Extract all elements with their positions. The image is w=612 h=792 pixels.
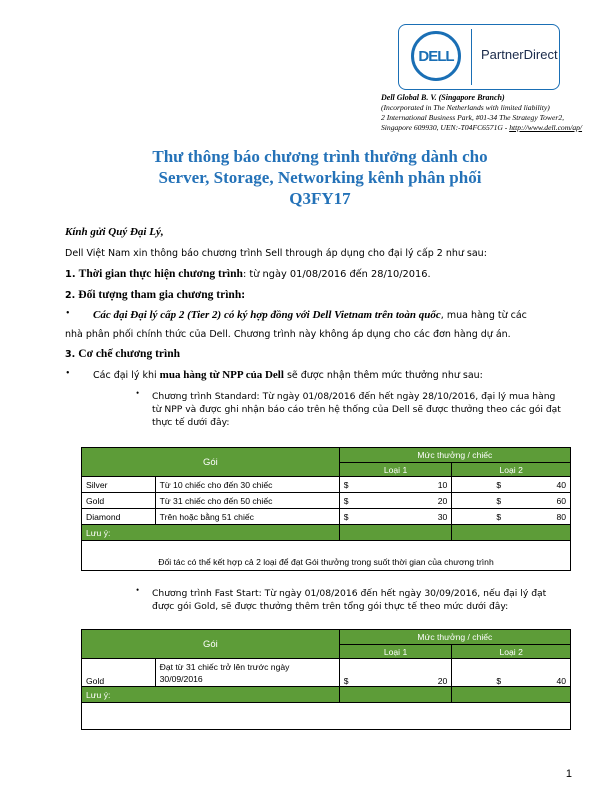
- header-loai-1: Loại 1: [339, 463, 452, 477]
- section-1-label: Thời gian thực hiện chương trình: [78, 268, 243, 280]
- currency: $: [452, 493, 511, 509]
- package-name: Silver: [82, 477, 156, 493]
- bullet-dot: •: [66, 368, 70, 379]
- company-url[interactable]: http://www.dell.com/ap/: [509, 123, 583, 132]
- section-3-num: 3.: [65, 349, 76, 360]
- currency: $: [339, 509, 398, 525]
- reward-value: 30: [399, 509, 452, 525]
- standard-line1: Chương trình Standard: Từ ngày 01/08/2016 đến hết ngày 28/10/2016, đại lý mua hàng: [152, 391, 556, 402]
- section-1-num: 1.: [65, 269, 76, 280]
- bullet-dot: •: [66, 308, 70, 319]
- section-2: [65, 289, 245, 301]
- package-desc: Trên hoặc bằng 51 chiếc: [155, 509, 339, 525]
- faststart-program-text: [152, 587, 546, 613]
- section-3-bullet-bold: mua hàng từ NPP của Dell: [159, 369, 284, 381]
- package-desc: Từ 10 chiếc cho đến 30 chiếc: [155, 477, 339, 493]
- faststart-line2: được gói Gold, sẽ được thưởng thêm trên tổng gói thực tế theo mức dưới đây:: [152, 601, 509, 612]
- currency: $: [339, 493, 398, 509]
- reward-value: 60: [511, 493, 570, 509]
- header-muc-thuong: Mức thưởng / chiếc: [339, 448, 570, 463]
- standard-line2: từ NPP và được ghi nhận báo cáo trên hệ thống của Dell sẽ được thưởng theo các gói đạt: [152, 404, 561, 415]
- package-name: Diamond: [82, 509, 156, 525]
- currency: $: [452, 509, 511, 525]
- table-note-empty: [82, 703, 571, 730]
- reward-value: 40: [511, 477, 570, 493]
- section-2-label: Đối tượng tham gia chương trình: [78, 289, 242, 301]
- table-row: [82, 477, 571, 493]
- company-address: [381, 93, 582, 133]
- company-address-line1: 2 International Business Park, #01-34 The Strategy Tower2,: [381, 113, 565, 122]
- currency: $: [339, 659, 398, 687]
- section-2-bullet-cont: nhà phân phối chính thức của Dell. Chương trình này không áp dụng cho các đơn hàng dự án.: [65, 329, 511, 340]
- section-2-colon: :: [241, 290, 246, 301]
- page-number: 1: [565, 768, 572, 780]
- header-goi: Gói: [82, 630, 340, 659]
- logo-divider: [471, 29, 472, 85]
- header-loai-2: Loại 2: [452, 463, 571, 477]
- sub-bullet-dot: •: [136, 585, 140, 595]
- note-label: Lưu ý:: [82, 525, 156, 541]
- intro-text: Dell Việt Nam xin thông báo chương trình Sell through áp dụng cho đại lý cấp 2 như sau:: [65, 248, 487, 259]
- section-3-label: Cơ chế chương trình: [78, 348, 181, 360]
- reward-value: 10: [399, 477, 452, 493]
- faststart-reward-table: [81, 629, 571, 730]
- section-3-bullet: [93, 369, 483, 381]
- company-incorporated: (Incorporated in The Netherlands with limited liability): [381, 103, 550, 112]
- section-2-bullet-rest: , mua hàng từ các: [440, 310, 527, 321]
- table-row: [82, 493, 571, 509]
- salutation: Kính gửi Quý Đại Lý,: [65, 226, 164, 238]
- partnerdirect-logo: [398, 24, 560, 90]
- currency: $: [452, 659, 511, 687]
- section-2-num: 2.: [65, 290, 76, 301]
- currency: $: [452, 477, 511, 493]
- sub-bullet-dot: •: [136, 388, 140, 398]
- reward-value: 20: [399, 659, 452, 687]
- package-desc-line2: 30/09/2016: [159, 673, 203, 684]
- table-note: Đối tác có thể kết hợp cả 2 loại để đạt Gói thưởng trong suốt thời gian của chương trình: [82, 541, 571, 571]
- section-2-bullet: [93, 309, 527, 321]
- section-3-bullet-pre: Các đại lý khi: [93, 370, 160, 381]
- package-desc-line1: Đạt từ 31 chiếc trở lên trước ngày: [159, 661, 290, 672]
- reward-value: 40: [511, 659, 570, 687]
- company-address-line2: Singapore 609930, UEN:-T04FC6571G -: [381, 123, 510, 132]
- title-line3: Q3FY17: [289, 189, 351, 208]
- header-muc-thuong: Mức thưởng / chiếc: [339, 630, 570, 645]
- table-row: [82, 659, 571, 687]
- company-name: Dell Global B. V. (Singapore Branch): [381, 93, 505, 102]
- partnerdirect-text: PartnerDirect: [481, 47, 558, 62]
- reward-value: 80: [511, 509, 570, 525]
- section-1: [65, 268, 431, 280]
- section-3-bullet-post: sẽ được nhận thêm mức thưởng như sau:: [283, 370, 483, 381]
- section-1-text: : từ ngày 01/08/2016 đến 28/10/2016.: [242, 269, 431, 280]
- table-row: [82, 509, 571, 525]
- dell-logo-icon: DELL: [411, 31, 461, 81]
- header-loai-2: Loại 2: [452, 645, 571, 659]
- standard-line3: thực tế dưới đây:: [152, 417, 230, 428]
- header-goi: Gói: [82, 448, 340, 477]
- document-title: [0, 146, 612, 209]
- faststart-line1: Chương trình Fast Start: Từ ngày 01/08/2016 đến hết ngày 30/09/2016, nếu đại lý đạt: [152, 588, 547, 599]
- standard-reward-table: [81, 447, 571, 571]
- standard-program-text: [152, 390, 561, 429]
- package-desc: Từ 31 chiếc cho đến 50 chiếc: [155, 493, 339, 509]
- package-name: Gold: [82, 659, 156, 687]
- title-line1: Thư thông báo chương trình thưởng dành cho: [152, 147, 488, 166]
- section-2-bullet-bold: Các đại Đại lý cấp 2 (Tier 2) có ký hợp đồng với Dell Vietnam trên toàn quốc: [93, 309, 441, 321]
- currency: $: [339, 477, 398, 493]
- package-name: Gold: [82, 493, 156, 509]
- package-desc: [155, 659, 339, 687]
- header-loai-1: Loại 1: [339, 645, 452, 659]
- reward-value: 20: [399, 493, 452, 509]
- section-3: [65, 348, 180, 360]
- note-label: Lưu ý:: [82, 687, 156, 703]
- title-line2: Server, Storage, Networking kênh phân phối: [158, 168, 482, 187]
